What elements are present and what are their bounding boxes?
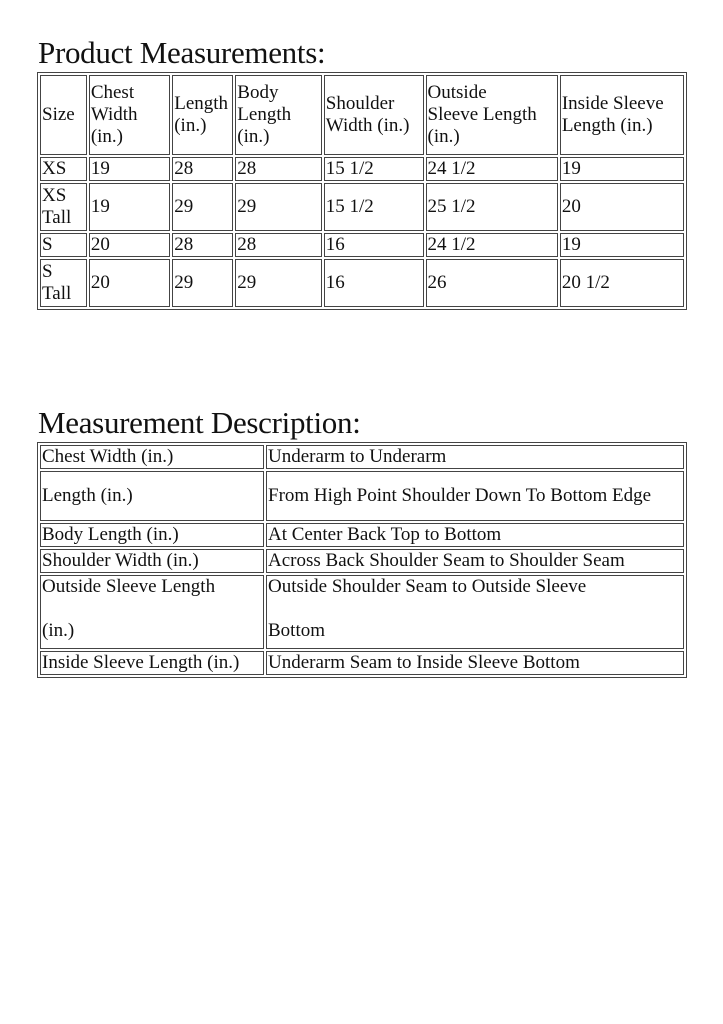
body-length-cell: 29	[235, 259, 322, 307]
measurement-description-cell: From High Point Shoulder Down To Bottom Edge	[266, 471, 684, 521]
size-cell: XS Tall	[40, 183, 87, 231]
chest-width-cell: 20	[89, 259, 170, 307]
inside-sleeve-length-cell: 19	[560, 233, 684, 257]
length-cell: 29	[172, 259, 233, 307]
table-row	[40, 549, 684, 573]
header-chest-width: Chest Width (in.)	[89, 75, 170, 155]
header-outside-sleeve-length: Outside Sleeve Length (in.)	[426, 75, 558, 155]
product-measurements-table	[37, 72, 687, 310]
table-header-row	[40, 75, 684, 155]
outside-sleeve-length-cell: 25 1/2	[426, 183, 558, 231]
measurement-description-heading: Measurement Description:	[38, 405, 361, 440]
size-cell: S Tall	[40, 259, 87, 307]
inside-sleeve-length-cell: 20	[560, 183, 684, 231]
outside-sleeve-length-cell: 26	[426, 259, 558, 307]
size-cell: S	[40, 233, 87, 257]
inside-sleeve-length-cell: 19	[560, 157, 684, 181]
table-row	[40, 651, 684, 675]
header-length: Length (in.)	[172, 75, 233, 155]
shoulder-width-cell: 16	[324, 233, 424, 257]
table-row	[40, 233, 684, 257]
shoulder-width-cell: 16	[324, 259, 424, 307]
measurement-description-cell: Outside Shoulder Seam to Outside Sleeve Bottom	[266, 575, 684, 649]
measurement-description-cell: Underarm to Underarm	[266, 445, 684, 469]
table-row	[40, 575, 684, 649]
measurement-name-cell: Inside Sleeve Length (in.)	[40, 651, 264, 675]
product-measurements-heading: Product Measurements:	[38, 35, 326, 70]
measurement-description-cell: Across Back Shoulder Seam to Shoulder Seam	[266, 549, 684, 573]
body-length-cell: 29	[235, 183, 322, 231]
chest-width-cell: 20	[89, 233, 170, 257]
measurement-description-table	[37, 442, 687, 678]
table-row	[40, 183, 684, 231]
header-shoulder-width: Shoulder Width (in.)	[324, 75, 424, 155]
measurement-name-cell: Body Length (in.)	[40, 523, 264, 547]
table-row	[40, 471, 684, 521]
table-row	[40, 259, 684, 307]
measurement-name-cell: Chest Width (in.)	[40, 445, 264, 469]
shoulder-width-cell: 15 1/2	[324, 157, 424, 181]
header-body-length: Body Length (in.)	[235, 75, 322, 155]
header-size: Size	[40, 75, 87, 155]
chest-width-cell: 19	[89, 157, 170, 181]
body-length-cell: 28	[235, 157, 322, 181]
outside-sleeve-length-cell: 24 1/2	[426, 233, 558, 257]
body-length-cell: 28	[235, 233, 322, 257]
length-cell: 28	[172, 157, 233, 181]
shoulder-width-cell: 15 1/2	[324, 183, 424, 231]
table-row	[40, 445, 684, 469]
header-inside-sleeve-length: Inside Sleeve Length (in.)	[560, 75, 684, 155]
outside-sleeve-length-cell: 24 1/2	[426, 157, 558, 181]
chest-width-cell: 19	[89, 183, 170, 231]
table-row	[40, 157, 684, 181]
inside-sleeve-length-cell: 20 1/2	[560, 259, 684, 307]
size-cell: XS	[40, 157, 87, 181]
length-cell: 28	[172, 233, 233, 257]
measurement-name-cell: Outside Sleeve Length (in.)	[40, 575, 264, 649]
measurement-name-cell: Shoulder Width (in.)	[40, 549, 264, 573]
length-cell: 29	[172, 183, 233, 231]
measurement-description-cell: At Center Back Top to Bottom	[266, 523, 684, 547]
table-row	[40, 523, 684, 547]
measurement-description-cell: Underarm Seam to Inside Sleeve Bottom	[266, 651, 684, 675]
measurement-name-cell: Length (in.)	[40, 471, 264, 521]
